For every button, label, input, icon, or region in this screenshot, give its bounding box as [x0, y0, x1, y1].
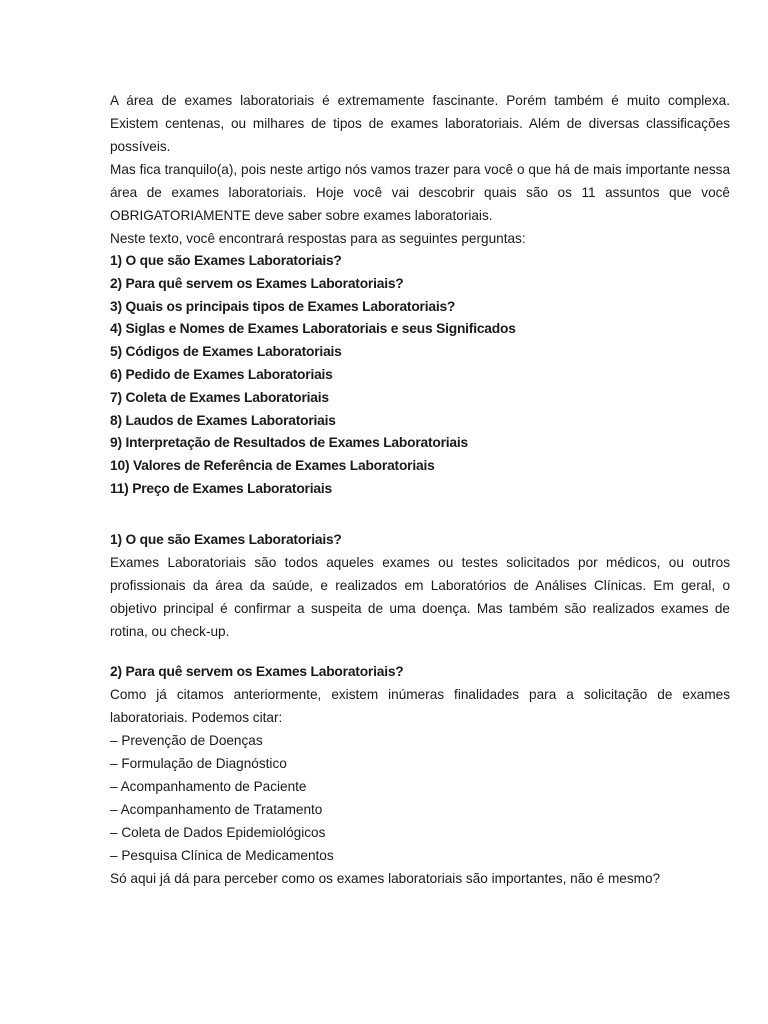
question-item: 6) Pedido de Exames Laboratoriais [110, 366, 333, 382]
document-page [110, 89, 730, 890]
section-body: Como já citamos anteriormente, existem inúmeras finalidades para a solicitação de exames laboratoriais. Podemos citar: [110, 686, 730, 725]
question-item: 11) Preço de Exames Laboratoriais [110, 480, 332, 496]
purpose-list [110, 729, 730, 867]
list-item: – Acompanhamento de Tratamento [110, 801, 323, 817]
question-item: 3) Quais os principais tipos de Exames Laboratoriais? [110, 298, 456, 314]
section-closing: Só aqui já dá para perceber como os exames laboratoriais são importantes, não é mesmo? [110, 870, 661, 886]
section-title: 1) O que são Exames Laboratoriais? [110, 531, 342, 547]
question-item: 10) Valores de Referência de Exames Laboratoriais [110, 458, 435, 474]
list-item: – Formulação de Diagnóstico [110, 755, 287, 771]
section-what-are-exams [110, 528, 730, 643]
intro-paragraph-3: Neste texto, você encontrará respostas para as seguintes perguntas: [110, 231, 526, 246]
question-item: 2) Para quê servem os Exames Laboratoriais? [110, 275, 404, 291]
questions-list [110, 250, 730, 501]
question-item: 9) Interpretação de Resultados de Exames Laboratoriais [110, 435, 469, 451]
section-body: Exames Laboratoriais são todos aqueles exames ou testes solicitados por médicos, ou outros profissionais da área da saúde, e realizados em Laboratórios de Análises Clínicas. Em geral, o objetivo principal é confirmar a suspeita de uma doença. Mas também são realizados exames de rotina, ou check-up. [110, 554, 730, 639]
list-item: – Prevenção de Doenças [110, 732, 263, 748]
question-item: 7) Coleta de Exames Laboratoriais [110, 389, 329, 405]
question-item: 4) Siglas e Nomes de Exames Laboratoriais e seus Significados [110, 321, 516, 337]
list-item: – Coleta de Dados Epidemiológicos [110, 824, 326, 840]
question-item: 1) O que são Exames Laboratoriais? [110, 253, 342, 268]
section-title: 2) Para quê servem os Exames Laboratoriais? [110, 663, 404, 679]
list-item: – Acompanhamento de Paciente [110, 778, 307, 794]
intro-paragraph-2: Mas fica tranquilo(a), pois neste artigo nós vamos trazer para você o que há de mais importante nessa área de exames laboratoriais. Hoje você vai descobrir quais são os 11 assuntos que você OBRIGATORIAMENTE deve saber sobre exames laboratoriais. [110, 162, 730, 223]
question-item: 5) Códigos de Exames Laboratoriais [110, 344, 342, 360]
list-item: – Pesquisa Clínica de Medicamentos [110, 847, 334, 863]
section-purpose [110, 660, 730, 890]
intro [110, 89, 730, 250]
intro-paragraph-1: A área de exames laboratoriais é extremamente fascinante. Porém também é muito complexa. Existem centenas, ou milhares de tipos de exames laboratoriais. Além de diversas classificações possíveis. [110, 93, 730, 154]
question-item: 8) Laudos de Exames Laboratoriais [110, 412, 336, 428]
